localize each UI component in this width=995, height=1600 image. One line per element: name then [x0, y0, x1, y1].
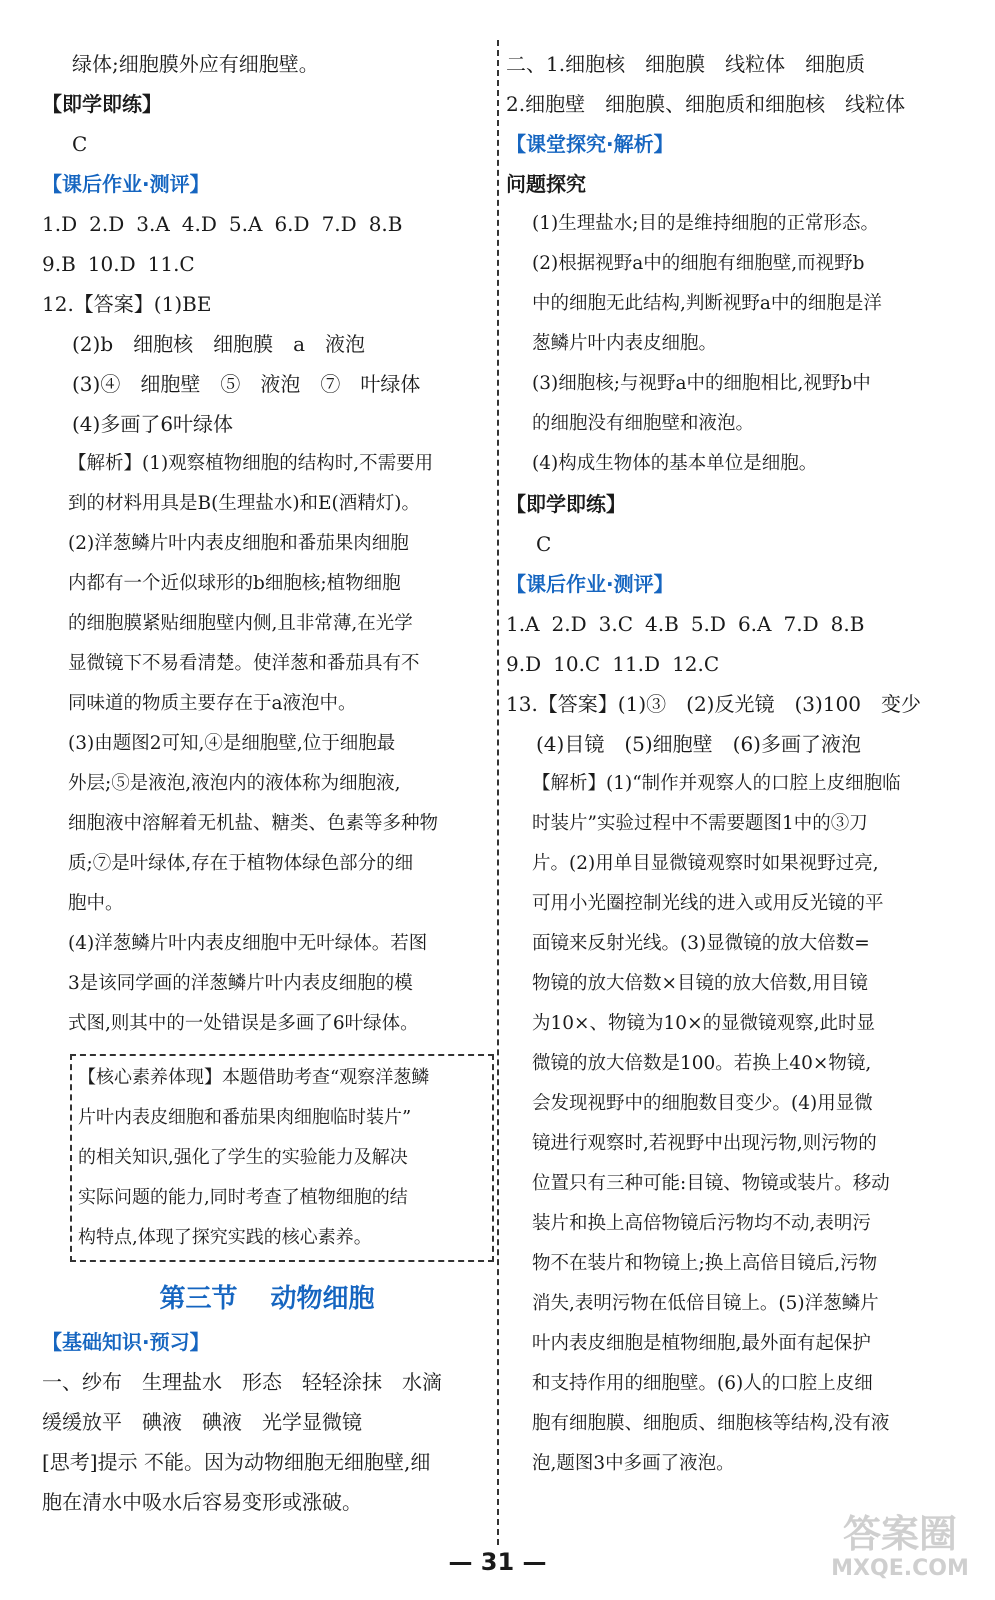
answer-item: 5.D: [690, 612, 726, 636]
answer-item: 3.C: [598, 612, 634, 636]
answer-item: 4.D: [181, 212, 217, 236]
answer-item: 8.B: [368, 212, 403, 236]
answer-item: 9.B: [42, 252, 76, 276]
section-header-blue: 【基础知识·预习】: [42, 1330, 210, 1354]
answer-item: 2.D: [89, 212, 125, 236]
watermark-logo: [825, 1512, 975, 1582]
page-number: — 31 —: [448, 1548, 547, 1576]
think-line: [思考]提示 不能。因为动物细胞无细胞壁,细: [42, 1450, 431, 1474]
watermark-url: MXQE.COM: [831, 1556, 969, 1581]
explanation-line: 内都有一个近似球形的b细胞核;植物细胞: [68, 573, 401, 594]
answer-item: 11.D: [612, 652, 661, 676]
answer-line: (4)目镜 (5)细胞壁 (6)多画了液泡: [536, 732, 861, 756]
section-number: 第三节: [159, 1284, 238, 1314]
answer-line: (4)多画了6叶绿体: [72, 412, 234, 436]
answer-line: 13.【答案】(1)③ (2)反光镜 (3)100 变少: [506, 692, 921, 716]
subheading: 问题探究: [506, 172, 586, 196]
explanation-line: 面镜来反射光线。(3)显微镜的放大倍数=: [532, 933, 870, 954]
answer-item: 11.C: [147, 252, 195, 276]
explanation: [42, 444, 492, 1044]
box-line: 实际问题的能力,同时考查了植物细胞的结: [78, 1187, 408, 1208]
explanation-line: 3是该同学画的洋葱鳞片叶内表皮细胞的模: [68, 973, 413, 994]
answer-item: 9.D: [506, 652, 542, 676]
explanation-line: 位置只有三种可能:目镜、物镜或装片。移动: [532, 1173, 890, 1194]
explanation-line: 物不在装片和物镜上;换上高倍目镜后,污物: [532, 1253, 878, 1274]
answer-line: (3)④ 细胞壁 ⑤ 液泡 ⑦ 叶绿体: [72, 372, 421, 396]
answer-row: [506, 604, 964, 644]
section-header-blue: 【课堂探究·解析】: [506, 132, 674, 156]
box-line: 片叶内表皮细胞和番茄果肉细胞临时装片”: [78, 1107, 412, 1128]
explanation-line: 式图,则其中的一处错误是多画了6叶绿体。: [68, 1013, 419, 1034]
inquiry-line: (3)细胞核;与视野a中的细胞相比,视野b中: [532, 373, 871, 394]
answer-item: 5.A: [228, 212, 263, 236]
answer-line: 2.细胞壁 细胞膜、细胞质和细胞核 线粒体: [506, 92, 906, 116]
section-label: 【即学即练】: [506, 492, 626, 516]
answer-item: 10.D: [87, 252, 136, 276]
answer-item: 7.D: [321, 212, 357, 236]
answer-item: 6.A: [737, 612, 772, 636]
inquiry-line: (4)构成生物体的基本单位是细胞。: [532, 453, 818, 474]
explanation-line: 物镜的放大倍数×目镜的放大倍数,用目镜: [532, 973, 868, 994]
answer-item: 7.D: [783, 612, 819, 636]
explanation-line: 微镜的放大倍数是100。若换上40×物镜,: [532, 1053, 872, 1074]
explanation-line: 【解析】(1)“制作并观察人的口腔上皮细胞临: [532, 773, 901, 794]
column-divider: [497, 40, 499, 1545]
explanation-line: (4)洋葱鳞片叶内表皮细胞中无叶绿体。若图: [68, 933, 428, 954]
think-line: 胞在清水中吸水后容易变形或涨破。: [42, 1490, 362, 1514]
section-label: 【即学即练】: [42, 92, 162, 116]
core-literacy-box: [70, 1054, 494, 1262]
explanation-line: 时装片”实验过程中不需要题图1中的③刀: [532, 813, 868, 834]
answer-row: [506, 644, 964, 684]
inquiry-line: (1)生理盐水;目的是维持细胞的正常形态。: [532, 213, 879, 234]
explanation-line: 可用小光圈控制光线的进入或用反光镜的平: [532, 893, 884, 914]
answer-item: 1.D: [42, 212, 78, 236]
answer-row: [42, 244, 492, 284]
explanation-line: 消失,表明污物在低倍目镜上。(5)洋葱鳞片: [532, 1293, 879, 1314]
answer-item: 8.B: [830, 612, 865, 636]
right-column: [506, 44, 964, 1484]
answer-line: 二、1.细胞核 细胞膜 线粒体 细胞质: [506, 52, 866, 76]
answer-item: 12.C: [672, 652, 720, 676]
answer-item: 3.A: [136, 212, 170, 236]
explanation-line: 显微镜下不易看清楚。使洋葱和番茄具有不: [68, 653, 420, 674]
box-line: 构特点,体现了探究实践的核心素养。: [78, 1227, 372, 1248]
inquiry-answers: [506, 204, 964, 484]
explanation-line: (3)由题图2可知,④是细胞壁,位于细胞最: [68, 733, 396, 754]
explanation-line: 泡,题图3中多画了液泡。: [532, 1453, 735, 1474]
explanation-line: 的细胞膜紧贴细胞壁内侧,且非常薄,在光学: [68, 613, 413, 634]
answer-item: 10.C: [553, 652, 601, 676]
explanation-line: 叶内表皮细胞是植物细胞,最外面有起保护: [532, 1333, 871, 1354]
explanation-line: 为10×、物镜为10×的显微镜观察,此时显: [532, 1013, 875, 1034]
explanation-line: 质;⑦是叶绿体,存在于植物体绿色部分的细: [68, 853, 414, 874]
answer-item: 6.D: [274, 212, 310, 236]
explanation-line: 胞中。: [68, 893, 124, 914]
answer-text: C: [72, 132, 88, 156]
explanation-line: 镜进行观察时,若视野中出现污物,则污物的: [532, 1133, 877, 1154]
section-name: 动物细胞: [270, 1284, 375, 1314]
continued-text: 绿体;细胞膜外应有细胞壁。: [72, 52, 319, 76]
explanation-line: 【解析】(1)观察植物细胞的结构时,不需要用: [68, 453, 434, 474]
inquiry-line: 的细胞没有细胞壁和液泡。: [532, 413, 755, 434]
left-column: [42, 44, 492, 1522]
inquiry-line: (2)根据视野a中的细胞有细胞壁,而视野b: [532, 253, 865, 274]
box-line: 【核心素养体现】本题借助考查“观察洋葱鳞: [78, 1067, 430, 1088]
section-header-blue: 【课后作业·测评】: [506, 572, 674, 596]
answer-text: C: [536, 532, 552, 556]
answer-item: 1.A: [506, 612, 540, 636]
explanation-line: 外层;⑤是液泡,液泡内的液体称为细胞液,: [68, 773, 401, 794]
section-title: [42, 1276, 492, 1322]
section-header-blue: 【课后作业·测评】: [42, 172, 210, 196]
explanation-line: 和支持作用的细胞壁。(6)人的口腔上皮细: [532, 1373, 873, 1394]
inquiry-line: 葱鳞片叶内表皮细胞。: [532, 333, 718, 354]
explanation-line: 胞有细胞膜、细胞质、细胞核等结构,没有液: [532, 1413, 890, 1434]
inquiry-line: 中的细胞无此结构,判断视野a中的细胞是洋: [532, 293, 882, 314]
explanation-line: 同味道的物质主要存在于a液泡中。: [68, 693, 357, 714]
watermark-text: 答案圈: [842, 1512, 957, 1556]
explanation-line: (2)洋葱鳞片叶内表皮细胞和番茄果肉细胞: [68, 533, 409, 554]
answer-line: (2)b 细胞核 细胞膜 a 液泡: [72, 332, 366, 356]
explanation-line: 到的材料用具是B(生理盐水)和E(酒精灯)。: [68, 493, 420, 514]
explanation-line: 片。(2)用单目显微镜观察时如果视野过亮,: [532, 853, 879, 874]
box-line: 的相关知识,强化了学生的实验能力及解决: [78, 1147, 408, 1168]
answer-row: [42, 204, 492, 244]
answer-line: 一、纱布 生理盐水 形态 轻轻涂抹 水滴: [42, 1370, 442, 1394]
answer-item: 2.D: [551, 612, 587, 636]
explanation: [506, 764, 964, 1484]
explanation-line: 装片和换上高倍物镜后污物均不动,表明污: [532, 1213, 871, 1234]
answer-line: 缓缓放平 碘液 碘液 光学显微镜: [42, 1410, 362, 1434]
explanation-line: 会发现视野中的细胞数目变少。(4)用显微: [532, 1093, 873, 1114]
answer-item: 4.B: [645, 612, 679, 636]
explanation-line: 细胞液中溶解着无机盐、糖类、色素等多种物: [68, 813, 439, 834]
answer-line: 12.【答案】(1)BE: [42, 292, 212, 316]
